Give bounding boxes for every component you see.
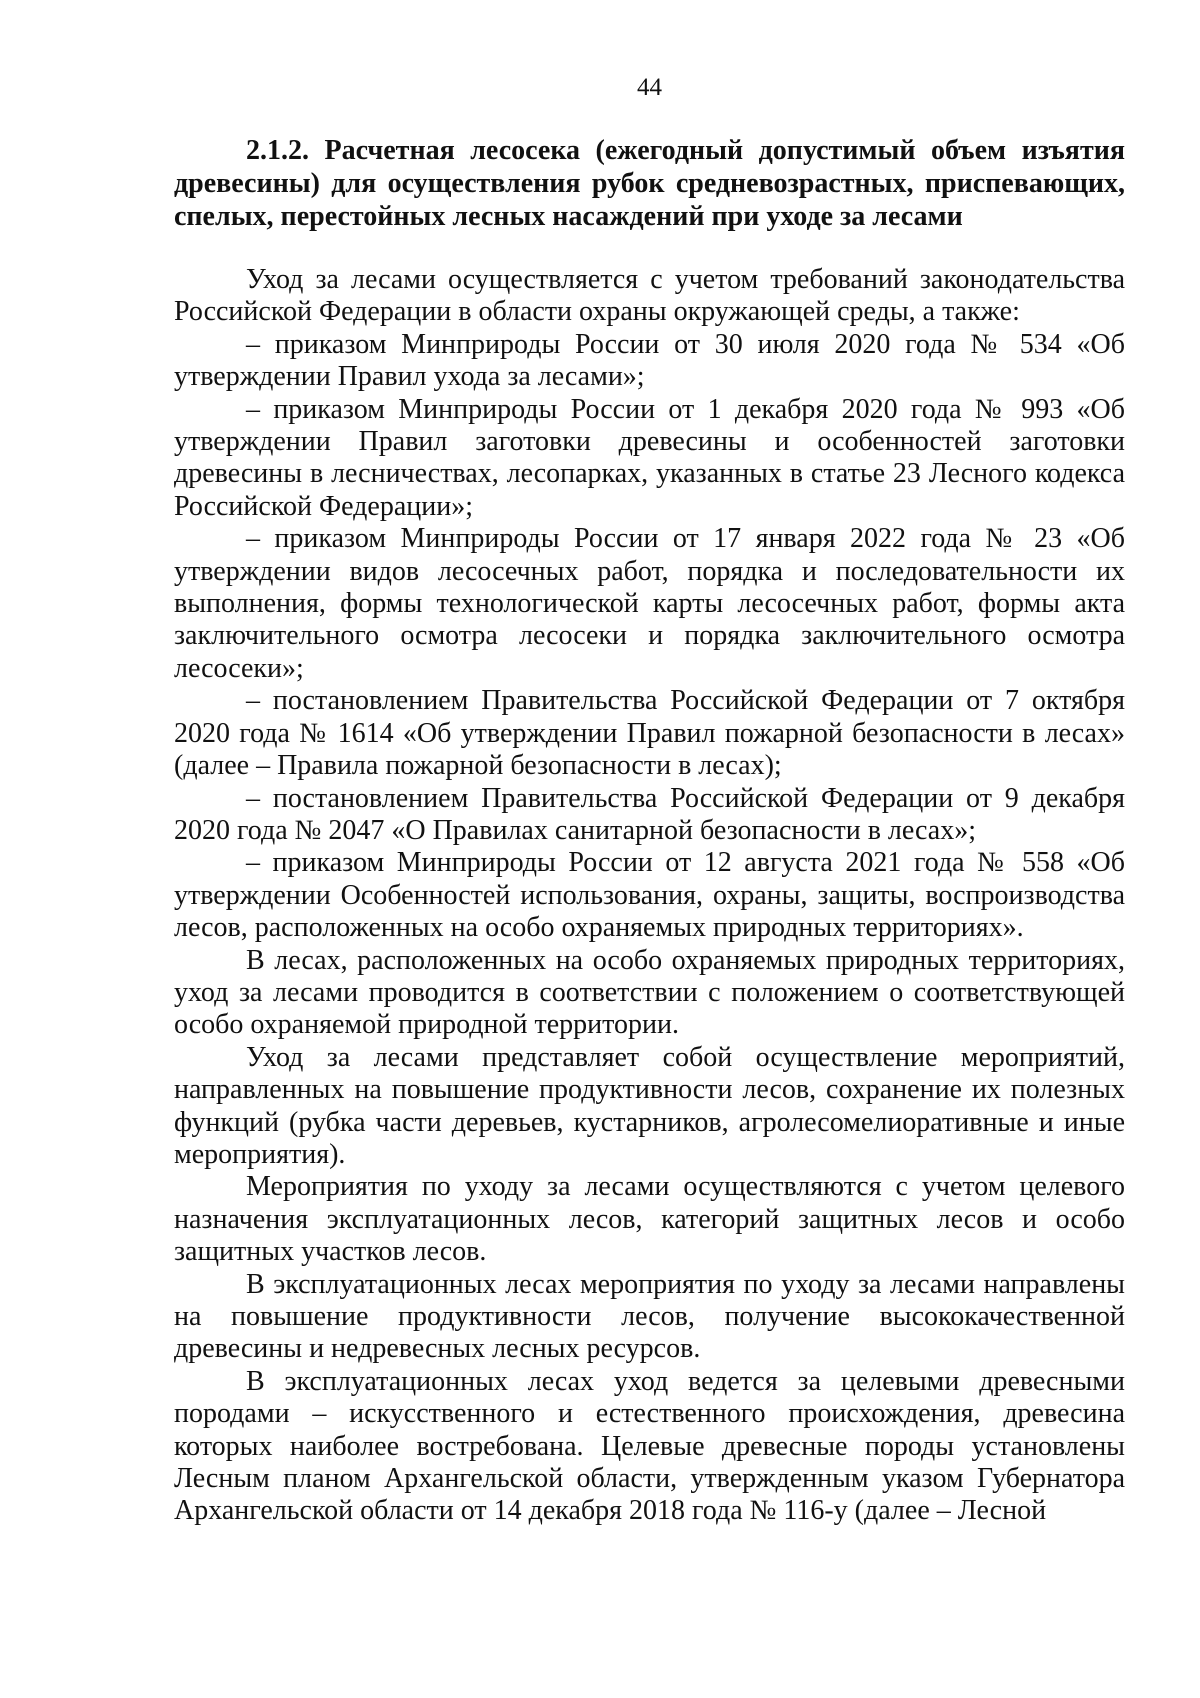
- list-item-order-23: – приказом Минприроды России от 17 января 2022 года № 23 «Об утверждении видов лесосечных работ, порядка и последовательности их выполнения, формы технологической карты лесосечных работ, формы акта заключительного осмотра лесосеки и порядка заключительного осмотра лесосеки»;: [174, 523, 1125, 684]
- paragraph-exploitation-forests: В эксплуатационных лесах мероприятия по уходу за лесами направлены на повышение продуктивности лесов, получение высококачественной древесины и недревесных лесных ресурсов.: [174, 1268, 1125, 1365]
- section-heading: 2.1.2. Расчетная лесосека (ежегодный допустимый объем изъятия древесины) для осуществления рубок средневозрастных, приспевающих, спелых, перестойных лесных насаждений при уходе за лесами: [174, 135, 1125, 232]
- list-item-resolution-1614: – постановлением Правительства Российской Федерации от 7 октября 2020 года № 1614 «Об утверждении Правил пожарной безопасности в лесах» (далее – Правила пожарной безопасности в лесах);: [174, 685, 1125, 782]
- list-item-order-993: – приказом Минприроды России от 1 декабря 2020 года № 993 «Об утверждении Правил заготовки древесины и особенностей заготовки древесины в лесничествах, лесопарках, указанных в статье 23 Лесного кодекса Российской Федерации»;: [174, 393, 1125, 522]
- paragraph-protected-areas: В лесах, расположенных на особо охраняемых природных территориях, уход за лесами проводится в соответствии с положением о соответствующей особо охраняемой природной территории.: [174, 944, 1125, 1041]
- list-item-order-558: – приказом Минприроды России от 12 августа 2021 года № 558 «Об утверждении Особенностей использования, охраны, защиты, воспроизводства лесов, расположенных на особо охраняемых природных территориях».: [174, 847, 1125, 944]
- paragraph-target-species: В эксплуатационных лесах уход ведется за целевыми древесными породами – искусственного и естественного происхождения, древесина которых наиболее востребована. Целевые древесные породы установлены Лесным планом Архангельской области, утвержденным указом Губернатора Архангельской области от 14 декабря 2018 года № 116-у (далее – Лесной: [174, 1365, 1125, 1527]
- paragraph-care-measures: Мероприятия по уходу за лесами осуществляются с учетом целевого назначения эксплуатационных лесов, категорий защитных лесов и особо защитных участков лесов.: [174, 1171, 1125, 1268]
- list-item-order-534: – приказом Минприроды России от 30 июля 2020 года № 534 «Об утверждении Правил ухода за лесами»;: [174, 328, 1125, 393]
- paragraph-intro: Уход за лесами осуществляется с учетом требований законодательства Российской Федерации в области охраны окружающей среды, а также:: [174, 264, 1125, 328]
- paragraph-forest-care-definition: Уход за лесами представляет собой осуществление мероприятий, направленных на повышение продуктивности лесов, сохранение их полезных функций (рубка части деревьев, кустарников, агролесомелиоративные и иные мероприятия).: [174, 1041, 1125, 1170]
- page-number: 44: [637, 74, 662, 101]
- document-body: [174, 264, 1125, 1528]
- list-item-resolution-2047: – постановлением Правительства Российской Федерации от 9 декабря 2020 года № 2047 «О Правилах санитарной безопасности в лесах»;: [174, 782, 1125, 846]
